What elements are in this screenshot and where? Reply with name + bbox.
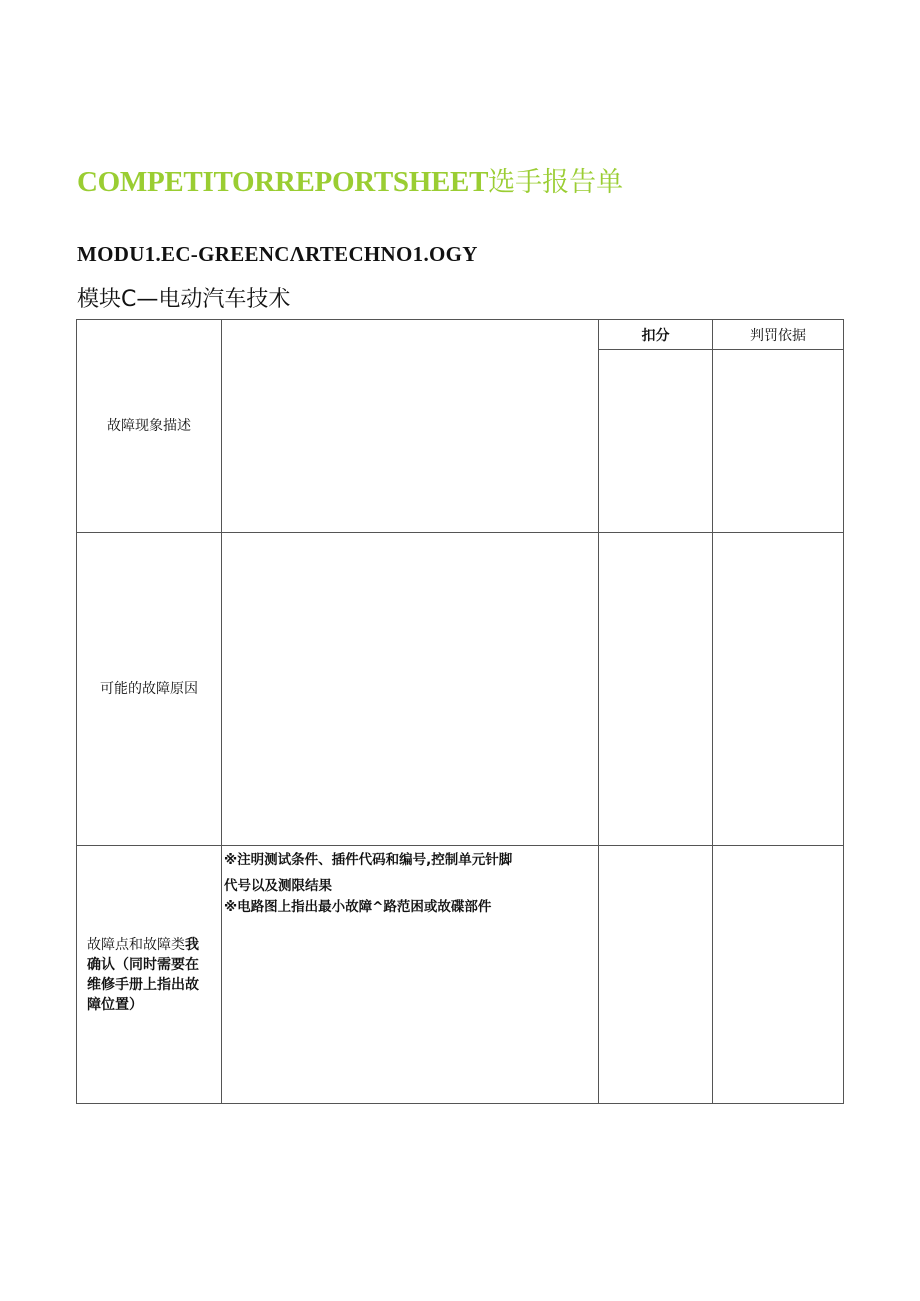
confirm-label-bold-3: 维修手册上指出故 <box>87 976 199 993</box>
confirm-label-plain: 故障点和故障类 <box>87 936 185 953</box>
symptom-label: 故障现象描述 <box>107 418 191 434</box>
basis-header: 判罚依据 <box>713 320 844 350</box>
symptom-basis-cell[interactable] <box>713 350 844 533</box>
causes-answer-cell[interactable] <box>222 533 599 846</box>
table-row-confirm <box>77 846 844 1104</box>
confirm-note-1b: 代号以及测限结果 <box>224 878 332 894</box>
causes-label-cell <box>77 533 222 846</box>
confirm-deduction-cell[interactable] <box>599 846 713 1104</box>
table-row-symptom-header <box>77 320 844 350</box>
report-title-en: COMPETITORREPORTSHEET <box>77 166 489 198</box>
causes-deduction-cell[interactable] <box>599 533 713 846</box>
module-title-en: MODU1.EC-GREENCΛRTECHNO1.OGY <box>77 242 478 266</box>
confirm-label-bold-1: 我 <box>185 936 199 953</box>
deduction-header: 扣分 <box>599 320 713 350</box>
table-row-causes <box>77 533 844 846</box>
confirm-label-bold-4: 障位置） <box>87 996 143 1013</box>
causes-basis-cell[interactable] <box>713 533 844 846</box>
symptom-answer-cell[interactable] <box>222 320 599 533</box>
causes-label: 可能的故障原因 <box>100 681 198 697</box>
symptom-deduction-cell[interactable] <box>599 350 713 533</box>
report-table <box>76 319 844 1104</box>
report-title <box>77 160 623 199</box>
confirm-note-1a: ※注明测试条件、插件代码和编号,控制单元针脚 <box>224 852 513 868</box>
symptom-label-cell <box>77 320 222 533</box>
report-title-cn: 选手报告单 <box>488 167 624 198</box>
module-title-cn: 模块C—电动汽车技术 <box>77 287 291 312</box>
confirm-note-2: ※电路图上指出最小故障^路范困或故碟部件 <box>224 899 492 915</box>
confirm-label-bold-2: 确认（同时需要在 <box>87 956 199 973</box>
confirm-basis-cell[interactable] <box>713 846 844 1104</box>
confirm-answer-cell[interactable] <box>222 846 599 1104</box>
confirm-label-cell <box>77 846 222 1104</box>
